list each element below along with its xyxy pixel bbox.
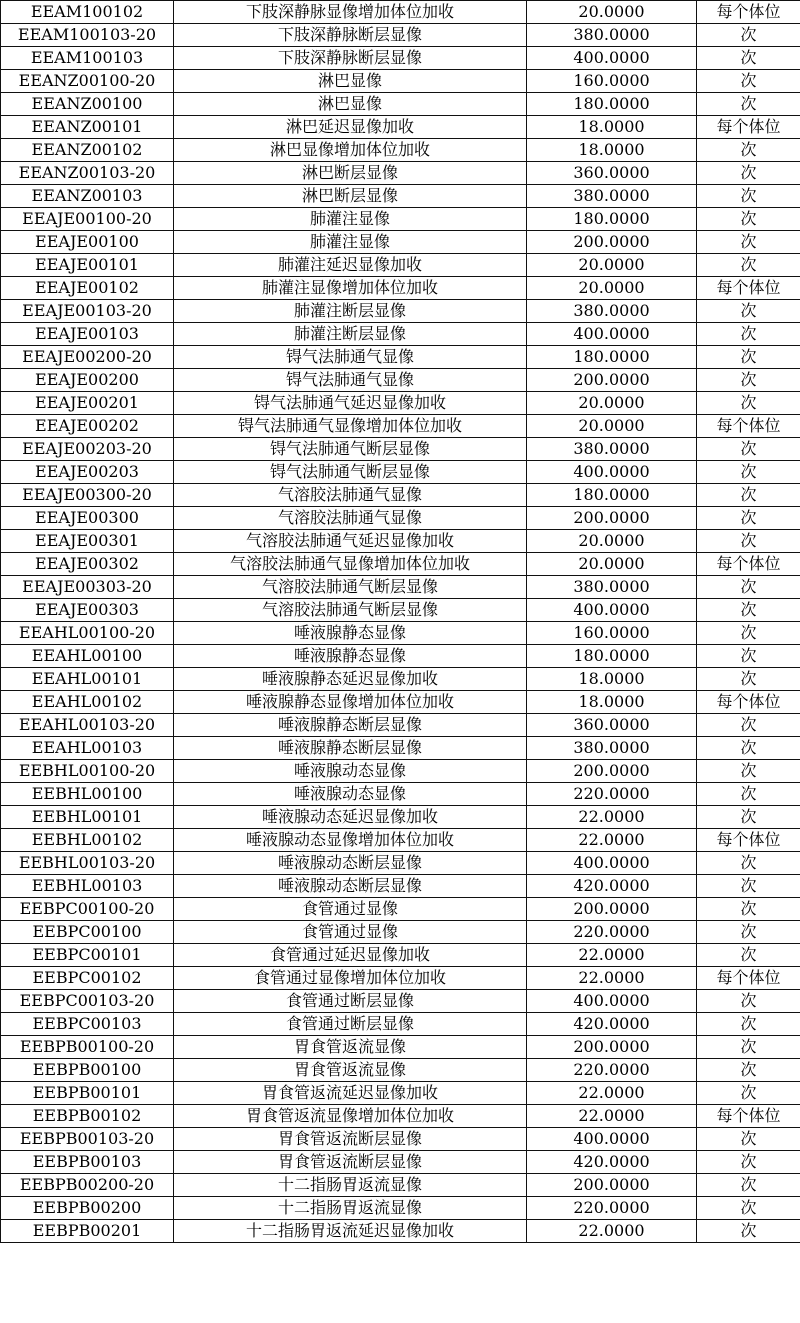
table-row	[1, 346, 800, 369]
item-price-cell: 20.0000	[527, 530, 697, 553]
item-price-cell: 400.0000	[527, 323, 697, 346]
item-code-cell: EEBPC00101	[1, 944, 174, 967]
item-name-cell: 十二指肠胃返流显像	[174, 1174, 527, 1197]
item-code-cell: EEANZ00101	[1, 116, 174, 139]
table-row	[1, 323, 800, 346]
table-row	[1, 645, 800, 668]
item-unit-cell: 次	[697, 185, 800, 208]
table-row	[1, 1105, 800, 1128]
table-row	[1, 231, 800, 254]
item-name-cell: 气溶胶法肺通气显像	[174, 507, 527, 530]
item-code-cell: EEBHL00100	[1, 783, 174, 806]
item-price-cell: 180.0000	[527, 645, 697, 668]
item-code-cell: EEAHL00100	[1, 645, 174, 668]
table-row	[1, 185, 800, 208]
item-name-cell: 肺灌注显像	[174, 231, 527, 254]
item-name-cell: 淋巴断层显像	[174, 162, 527, 185]
item-unit-cell: 次	[697, 599, 800, 622]
item-price-cell: 400.0000	[527, 1128, 697, 1151]
item-code-cell: EEBHL00101	[1, 806, 174, 829]
table-row	[1, 1174, 800, 1197]
item-price-cell: 200.0000	[527, 1036, 697, 1059]
item-price-cell: 400.0000	[527, 461, 697, 484]
item-name-cell: 胃食管返流断层显像	[174, 1128, 527, 1151]
item-unit-cell: 次	[697, 1036, 800, 1059]
item-name-cell: 肺灌注显像	[174, 208, 527, 231]
item-name-cell: 气溶胶法肺通气延迟显像加收	[174, 530, 527, 553]
item-price-cell: 380.0000	[527, 438, 697, 461]
item-price-cell: 18.0000	[527, 116, 697, 139]
item-code-cell: EEAHL00103	[1, 737, 174, 760]
table-row	[1, 967, 800, 990]
table-row	[1, 921, 800, 944]
item-price-cell: 180.0000	[527, 484, 697, 507]
item-name-cell: 气溶胶法肺通气断层显像	[174, 576, 527, 599]
table-row	[1, 530, 800, 553]
item-name-cell: 食管通过断层显像	[174, 990, 527, 1013]
item-unit-cell: 次	[697, 461, 800, 484]
item-price-cell: 22.0000	[527, 1105, 697, 1128]
item-name-cell: 锝气法肺通气显像增加体位加收	[174, 415, 527, 438]
table-row	[1, 415, 800, 438]
table-row	[1, 1151, 800, 1174]
item-unit-cell: 次	[697, 507, 800, 530]
item-price-cell: 20.0000	[527, 254, 697, 277]
table-row	[1, 852, 800, 875]
item-price-cell: 220.0000	[527, 783, 697, 806]
item-unit-cell: 次	[697, 760, 800, 783]
item-price-cell: 160.0000	[527, 622, 697, 645]
table-row	[1, 1082, 800, 1105]
item-unit-cell: 次	[697, 162, 800, 185]
item-price-cell: 200.0000	[527, 760, 697, 783]
item-code-cell: EEBPB00103-20	[1, 1128, 174, 1151]
item-code-cell: EEBPB00200	[1, 1197, 174, 1220]
item-unit-cell: 次	[697, 668, 800, 691]
table-row	[1, 829, 800, 852]
item-name-cell: 食管通过延迟显像加收	[174, 944, 527, 967]
item-code-cell: EEAJE00202	[1, 415, 174, 438]
item-code-cell: EEAJE00103-20	[1, 300, 174, 323]
item-code-cell: EEAHL00103-20	[1, 714, 174, 737]
item-code-cell: EEBPC00102	[1, 967, 174, 990]
item-unit-cell: 每个体位	[697, 967, 800, 990]
item-name-cell: 肺灌注断层显像	[174, 300, 527, 323]
table-row	[1, 737, 800, 760]
item-code-cell: EEBHL00100-20	[1, 760, 174, 783]
item-name-cell: 淋巴显像增加体位加收	[174, 139, 527, 162]
item-price-cell: 220.0000	[527, 1197, 697, 1220]
item-code-cell: EEAJE00101	[1, 254, 174, 277]
item-code-cell: EEBPB00100	[1, 1059, 174, 1082]
item-code-cell: EEAJE00300	[1, 507, 174, 530]
item-price-cell: 380.0000	[527, 576, 697, 599]
table-row	[1, 599, 800, 622]
table-row	[1, 47, 800, 70]
table-row	[1, 898, 800, 921]
table-row	[1, 806, 800, 829]
item-name-cell: 淋巴延迟显像加收	[174, 116, 527, 139]
table-row	[1, 691, 800, 714]
item-name-cell: 胃食管返流显像	[174, 1036, 527, 1059]
item-code-cell: EEAJE00102	[1, 277, 174, 300]
item-code-cell: EEBPB00100-20	[1, 1036, 174, 1059]
item-name-cell: 唾液腺动态显像	[174, 760, 527, 783]
table-row	[1, 438, 800, 461]
item-unit-cell: 次	[697, 1197, 800, 1220]
item-unit-cell: 每个体位	[697, 415, 800, 438]
item-code-cell: EEBHL00102	[1, 829, 174, 852]
item-unit-cell: 次	[697, 1082, 800, 1105]
item-price-cell: 220.0000	[527, 1059, 697, 1082]
item-price-cell: 22.0000	[527, 1220, 697, 1243]
item-name-cell: 唾液腺静态显像	[174, 622, 527, 645]
table-row	[1, 1059, 800, 1082]
item-unit-cell: 次	[697, 208, 800, 231]
item-code-cell: EEBPC00100	[1, 921, 174, 944]
item-code-cell: EEAJE00200	[1, 369, 174, 392]
item-unit-cell: 次	[697, 24, 800, 47]
table-row	[1, 162, 800, 185]
item-code-cell: EEAHL00100-20	[1, 622, 174, 645]
item-name-cell: 肺灌注断层显像	[174, 323, 527, 346]
item-name-cell: 胃食管返流断层显像	[174, 1151, 527, 1174]
item-name-cell: 锝气法肺通气显像	[174, 346, 527, 369]
item-price-cell: 380.0000	[527, 300, 697, 323]
item-name-cell: 十二指肠胃返流显像	[174, 1197, 527, 1220]
item-price-cell: 20.0000	[527, 415, 697, 438]
table-row	[1, 783, 800, 806]
table-row	[1, 116, 800, 139]
table-row	[1, 668, 800, 691]
item-unit-cell: 次	[697, 1220, 800, 1243]
item-name-cell: 唾液腺动态断层显像	[174, 852, 527, 875]
item-code-cell: EEAM100102	[1, 1, 174, 24]
item-code-cell: EEBPB00201	[1, 1220, 174, 1243]
item-name-cell: 下肢深静脉断层显像	[174, 24, 527, 47]
table-row	[1, 760, 800, 783]
item-price-cell: 180.0000	[527, 208, 697, 231]
item-unit-cell: 次	[697, 852, 800, 875]
item-name-cell: 食管通过显像增加体位加收	[174, 967, 527, 990]
item-price-cell: 400.0000	[527, 852, 697, 875]
item-name-cell: 胃食管返流显像	[174, 1059, 527, 1082]
item-price-cell: 420.0000	[527, 1013, 697, 1036]
item-code-cell: EEAJE00303	[1, 599, 174, 622]
item-price-cell: 400.0000	[527, 990, 697, 1013]
item-code-cell: EEANZ00103-20	[1, 162, 174, 185]
item-name-cell: 锝气法肺通气断层显像	[174, 438, 527, 461]
item-price-cell: 200.0000	[527, 231, 697, 254]
item-unit-cell: 次	[697, 645, 800, 668]
item-name-cell: 肺灌注延迟显像加收	[174, 254, 527, 277]
item-unit-cell: 次	[697, 714, 800, 737]
item-unit-cell: 次	[697, 231, 800, 254]
item-name-cell: 胃食管返流显像增加体位加收	[174, 1105, 527, 1128]
item-price-cell: 420.0000	[527, 1151, 697, 1174]
item-name-cell: 唾液腺动态显像增加体位加收	[174, 829, 527, 852]
table-row	[1, 1013, 800, 1036]
item-unit-cell: 次	[697, 990, 800, 1013]
item-name-cell: 锝气法肺通气延迟显像加收	[174, 392, 527, 415]
table-row	[1, 1220, 800, 1243]
item-code-cell: EEAJE00200-20	[1, 346, 174, 369]
item-unit-cell: 次	[697, 484, 800, 507]
item-price-cell: 360.0000	[527, 162, 697, 185]
item-unit-cell: 每个体位	[697, 277, 800, 300]
item-price-cell: 180.0000	[527, 346, 697, 369]
item-unit-cell: 每个体位	[697, 829, 800, 852]
item-price-cell: 400.0000	[527, 599, 697, 622]
item-name-cell: 唾液腺动态显像	[174, 783, 527, 806]
item-code-cell: EEAJE00203	[1, 461, 174, 484]
item-unit-cell: 次	[697, 1174, 800, 1197]
item-unit-cell: 次	[697, 622, 800, 645]
item-code-cell: EEAJE00203-20	[1, 438, 174, 461]
item-code-cell: EEAHL00102	[1, 691, 174, 714]
item-unit-cell: 每个体位	[697, 116, 800, 139]
item-name-cell: 下肢深静脉显像增加体位加收	[174, 1, 527, 24]
item-unit-cell: 次	[697, 254, 800, 277]
item-unit-cell: 次	[697, 1128, 800, 1151]
item-code-cell: EEAJE00103	[1, 323, 174, 346]
item-price-cell: 20.0000	[527, 277, 697, 300]
item-price-cell: 200.0000	[527, 1174, 697, 1197]
item-code-cell: EEAM100103	[1, 47, 174, 70]
item-price-cell: 160.0000	[527, 70, 697, 93]
item-code-cell: EEANZ00100	[1, 93, 174, 116]
item-name-cell: 胃食管返流延迟显像加收	[174, 1082, 527, 1105]
item-price-cell: 360.0000	[527, 714, 697, 737]
item-name-cell: 淋巴显像	[174, 70, 527, 93]
table-row	[1, 254, 800, 277]
item-unit-cell: 次	[697, 875, 800, 898]
table-row	[1, 139, 800, 162]
item-code-cell: EEAJE00100-20	[1, 208, 174, 231]
item-price-cell: 200.0000	[527, 369, 697, 392]
item-code-cell: EEBPB00102	[1, 1105, 174, 1128]
item-price-cell: 22.0000	[527, 944, 697, 967]
table-row	[1, 1036, 800, 1059]
item-name-cell: 下肢深静脉断层显像	[174, 47, 527, 70]
item-code-cell: EEBPB00103	[1, 1151, 174, 1174]
item-price-cell: 20.0000	[527, 553, 697, 576]
item-code-cell: EEAJE00302	[1, 553, 174, 576]
table-row	[1, 392, 800, 415]
item-unit-cell: 次	[697, 737, 800, 760]
table-row	[1, 944, 800, 967]
item-price-cell: 20.0000	[527, 1, 697, 24]
item-price-cell: 220.0000	[527, 921, 697, 944]
item-price-cell: 22.0000	[527, 967, 697, 990]
item-price-cell: 380.0000	[527, 24, 697, 47]
item-price-cell: 380.0000	[527, 737, 697, 760]
table-row	[1, 93, 800, 116]
table-row	[1, 576, 800, 599]
item-price-cell: 200.0000	[527, 898, 697, 921]
table-row	[1, 622, 800, 645]
item-code-cell: EEBHL00103	[1, 875, 174, 898]
item-unit-cell: 次	[697, 1151, 800, 1174]
table-row	[1, 1197, 800, 1220]
table-row	[1, 300, 800, 323]
item-price-cell: 18.0000	[527, 691, 697, 714]
table-row	[1, 1, 800, 24]
table-row	[1, 369, 800, 392]
item-name-cell: 食管通过断层显像	[174, 1013, 527, 1036]
item-unit-cell: 次	[697, 898, 800, 921]
item-name-cell: 锝气法肺通气断层显像	[174, 461, 527, 484]
item-unit-cell: 每个体位	[697, 553, 800, 576]
item-name-cell: 唾液腺静态断层显像	[174, 714, 527, 737]
item-code-cell: EEANZ00103	[1, 185, 174, 208]
item-code-cell: EEBPB00101	[1, 1082, 174, 1105]
item-unit-cell: 次	[697, 392, 800, 415]
item-name-cell: 唾液腺静态断层显像	[174, 737, 527, 760]
item-unit-cell: 每个体位	[697, 691, 800, 714]
item-unit-cell: 次	[697, 1013, 800, 1036]
item-unit-cell: 次	[697, 369, 800, 392]
item-code-cell: EEAJE00300-20	[1, 484, 174, 507]
table-row	[1, 1128, 800, 1151]
item-unit-cell: 次	[697, 530, 800, 553]
item-price-cell: 420.0000	[527, 875, 697, 898]
item-price-cell: 18.0000	[527, 668, 697, 691]
item-unit-cell: 次	[697, 783, 800, 806]
table-row	[1, 875, 800, 898]
item-name-cell: 食管通过显像	[174, 921, 527, 944]
item-code-cell: EEAJE00201	[1, 392, 174, 415]
item-code-cell: EEBPC00100-20	[1, 898, 174, 921]
item-name-cell: 唾液腺动态延迟显像加收	[174, 806, 527, 829]
item-unit-cell: 次	[697, 438, 800, 461]
item-price-cell: 20.0000	[527, 392, 697, 415]
table-row	[1, 277, 800, 300]
item-code-cell: EEANZ00100-20	[1, 70, 174, 93]
item-code-cell: EEBHL00103-20	[1, 852, 174, 875]
item-code-cell: EEAJE00301	[1, 530, 174, 553]
item-code-cell: EEBPC00103	[1, 1013, 174, 1036]
table-row	[1, 461, 800, 484]
item-unit-cell: 次	[697, 300, 800, 323]
item-name-cell: 淋巴显像	[174, 93, 527, 116]
table-row	[1, 507, 800, 530]
table-row	[1, 714, 800, 737]
item-unit-cell: 次	[697, 576, 800, 599]
item-code-cell: EEAHL00101	[1, 668, 174, 691]
item-name-cell: 气溶胶法肺通气显像	[174, 484, 527, 507]
item-price-cell: 18.0000	[527, 139, 697, 162]
item-code-cell: EEBPC00103-20	[1, 990, 174, 1013]
item-price-cell: 200.0000	[527, 507, 697, 530]
item-name-cell: 唾液腺静态显像增加体位加收	[174, 691, 527, 714]
item-price-cell: 400.0000	[527, 47, 697, 70]
item-name-cell: 食管通过显像	[174, 898, 527, 921]
item-unit-cell: 每个体位	[697, 1, 800, 24]
item-unit-cell: 每个体位	[697, 1105, 800, 1128]
table-row	[1, 484, 800, 507]
table-row	[1, 553, 800, 576]
item-name-cell: 唾液腺静态延迟显像加收	[174, 668, 527, 691]
item-unit-cell: 次	[697, 323, 800, 346]
item-price-cell: 22.0000	[527, 829, 697, 852]
item-code-cell: EEAJE00303-20	[1, 576, 174, 599]
table-row	[1, 24, 800, 47]
item-name-cell: 唾液腺静态显像	[174, 645, 527, 668]
item-name-cell: 淋巴断层显像	[174, 185, 527, 208]
table-row	[1, 208, 800, 231]
item-unit-cell: 次	[697, 139, 800, 162]
item-unit-cell: 次	[697, 1059, 800, 1082]
item-unit-cell: 次	[697, 346, 800, 369]
item-price-cell: 22.0000	[527, 1082, 697, 1105]
table-body	[1, 1, 800, 1243]
item-name-cell: 肺灌注显像增加体位加收	[174, 277, 527, 300]
item-code-cell: EEBPB00200-20	[1, 1174, 174, 1197]
item-price-cell: 380.0000	[527, 185, 697, 208]
table-row	[1, 990, 800, 1013]
item-unit-cell: 次	[697, 93, 800, 116]
item-unit-cell: 次	[697, 806, 800, 829]
item-name-cell: 十二指肠胃返流延迟显像加收	[174, 1220, 527, 1243]
item-price-cell: 22.0000	[527, 806, 697, 829]
item-name-cell: 气溶胶法肺通气断层显像	[174, 599, 527, 622]
item-unit-cell: 次	[697, 70, 800, 93]
item-name-cell: 气溶胶法肺通气显像增加体位加收	[174, 553, 527, 576]
item-code-cell: EEANZ00102	[1, 139, 174, 162]
item-unit-cell: 次	[697, 921, 800, 944]
item-code-cell: EEAJE00100	[1, 231, 174, 254]
table-row	[1, 70, 800, 93]
item-name-cell: 锝气法肺通气显像	[174, 369, 527, 392]
item-unit-cell: 次	[697, 944, 800, 967]
item-code-cell: EEAM100103-20	[1, 24, 174, 47]
item-unit-cell: 次	[697, 47, 800, 70]
item-name-cell: 唾液腺动态断层显像	[174, 875, 527, 898]
item-price-cell: 180.0000	[527, 93, 697, 116]
